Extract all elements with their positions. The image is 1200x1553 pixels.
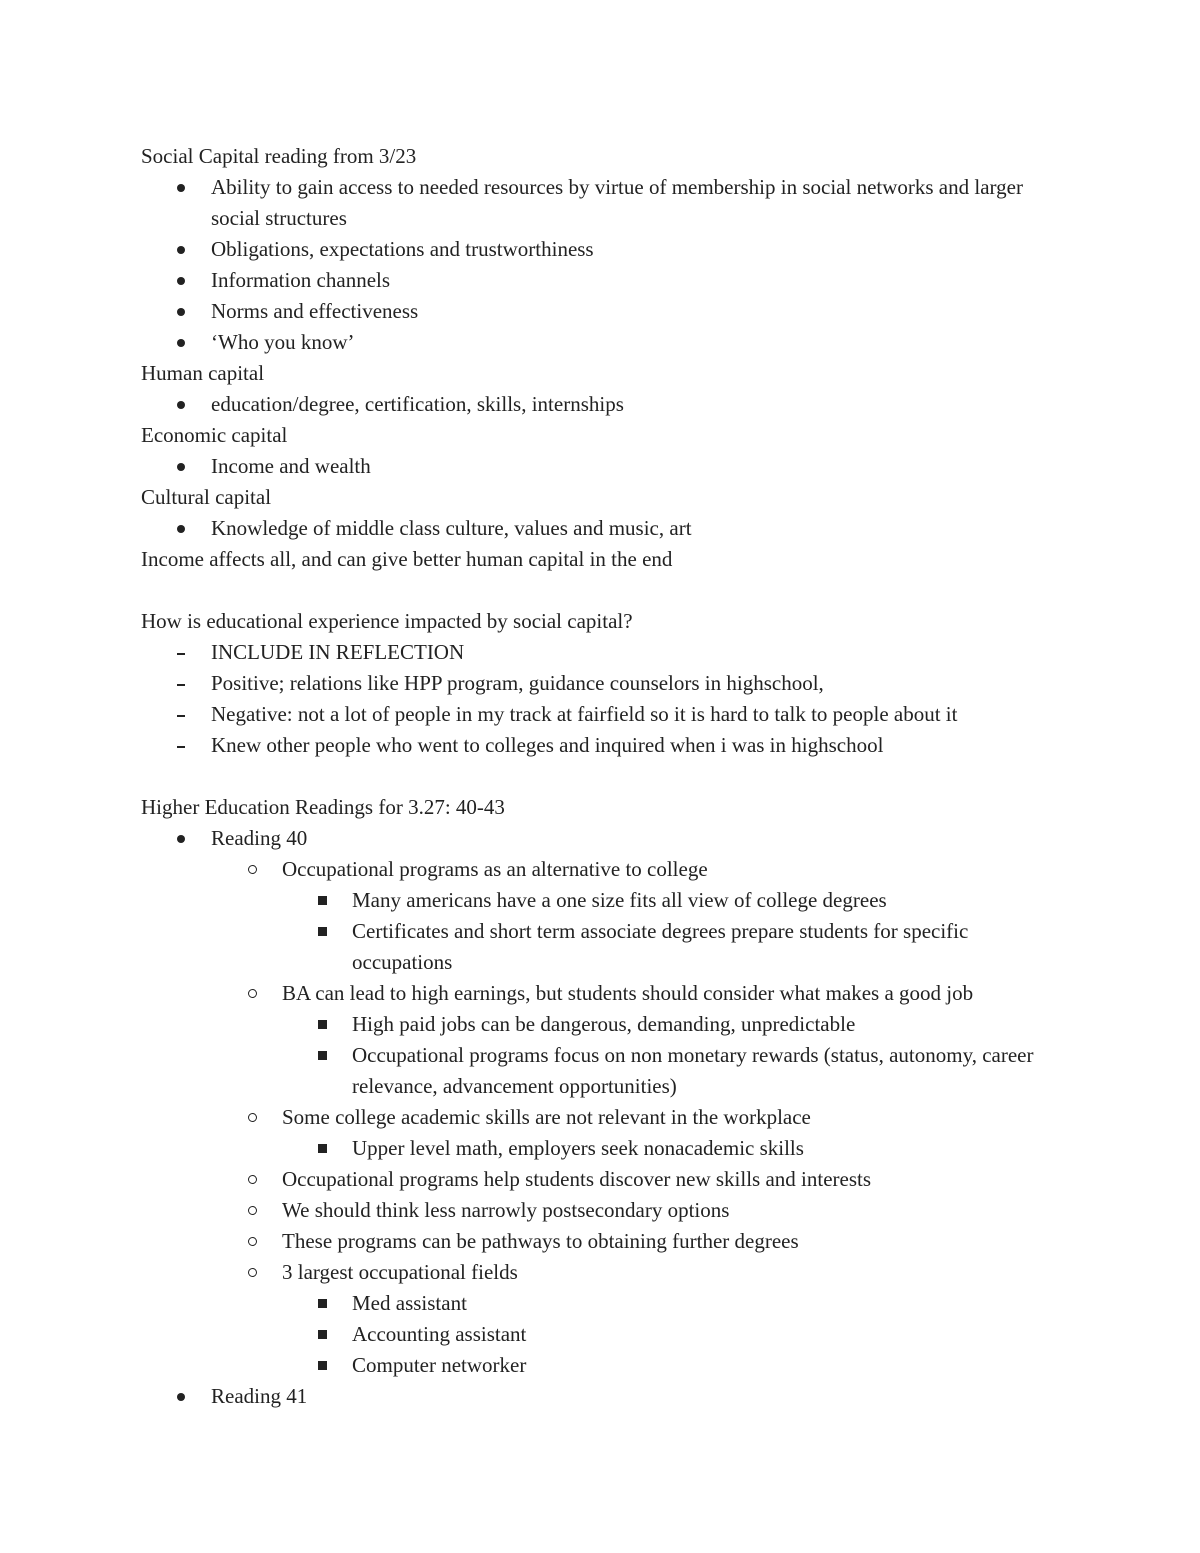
list-item-text: Reading 41 [211,1384,308,1408]
list-item [141,823,1071,854]
document-page [141,141,1071,1412]
list-item [141,916,1052,978]
list-item [141,885,1071,916]
bullet-disc-icon [177,451,197,482]
list-item-text: Obligations, expectations and trustworthiness [211,237,594,261]
bullet-circle-icon [248,854,268,885]
bullet-disc-icon [177,513,197,544]
list-item-text: Income and wealth [211,454,371,478]
bullet-dash-icon [177,699,197,730]
list-item-text: BA can lead to high earnings, but students should consider what makes a good job [282,981,974,1005]
bullet-square-icon [318,1009,338,1040]
list-item-text: Med assistant [352,1291,467,1315]
list-item-text: High paid jobs can be dangerous, demanding, unpredictable [352,1012,856,1036]
list-item-text: Occupational programs help students discover new skills and interests [282,1167,872,1191]
bullet-disc-icon [177,823,197,854]
heading-economic-capital: Economic capital [141,423,288,447]
list-item-text: Knowledge of middle class culture, values and music, art [211,516,692,540]
list-item [141,1381,1071,1412]
bullet-square-icon [318,1319,338,1350]
list-item-text: These programs can be pathways to obtaining further degrees [282,1229,799,1253]
list-item-text: Occupational programs as an alternative to college [282,857,708,881]
list-item-text: Ability to gain access to needed resources by virtue of membership in social networks and larger social structures [211,175,1023,230]
list-item [141,730,1071,761]
bullet-disc-icon [177,265,197,296]
bullet-disc-icon [177,327,197,358]
list-item [141,854,1071,885]
list-item-text: Computer networker [352,1353,527,1377]
list-item [141,296,1071,327]
bullet-square-icon [318,885,338,916]
list-item [141,1257,1071,1288]
list-item-text: Knew other people who went to colleges and inquired when i was in highschool [211,733,884,757]
bullet-disc-icon [177,234,197,265]
heading-human-capital: Human capital [141,361,265,385]
bullet-dash-icon [177,668,197,699]
bullet-square-icon [318,1133,338,1164]
bullet-circle-icon [248,1164,268,1195]
list-item [141,1319,1071,1350]
list-item-text: ‘Who you know’ [211,330,355,354]
bullet-disc-icon [177,1381,197,1412]
list-item-text: Norms and effectiveness [211,299,419,323]
blank-line [141,575,1071,606]
bullet-circle-icon [248,978,268,1009]
list-item [141,1164,1071,1195]
list-item [141,513,1071,544]
bullet-square-icon [318,1350,338,1381]
list-item [141,265,1071,296]
blank-line [141,761,1071,792]
list-item [141,637,1071,668]
bullet-disc-icon [177,296,197,327]
list-item [141,1040,1072,1102]
bullet-disc-icon [177,389,197,420]
bullet-circle-icon [248,1257,268,1288]
list-item-text: 3 largest occupational fields [282,1260,518,1284]
list-item [141,699,1071,730]
summary-text: Income affects all, and can give better human capital in the end [141,547,673,571]
bullet-dash-icon [177,637,197,668]
list-item-text: INCLUDE IN REFLECTION [211,640,465,664]
list-item-text: Certificates and short term associate degrees prepare students for specific occupations [352,919,969,974]
list-item-text: Negative: not a lot of people in my track at fairfield so it is hard to talk to people about it [211,702,958,726]
list-item [141,1195,1071,1226]
list-item [141,172,1071,234]
list-item-text: Reading 40 [211,826,308,850]
list-item-text: Upper level math, employers seek nonacademic skills [352,1136,804,1160]
list-item [141,1350,1071,1381]
list-item [141,978,1071,1009]
heading-cultural-capital: Cultural capital [141,485,272,509]
heading-educational-experience: How is educational experience impacted by social capital? [141,609,633,633]
bullet-square-icon [318,916,338,947]
list-item-text: Information channels [211,268,391,292]
list-item [141,234,1071,265]
list-item-text: education/degree, certification, skills, internships [211,392,624,416]
list-item [141,1102,1071,1133]
list-item-text: We should think less narrowly postsecondary options [282,1198,730,1222]
list-item-text: Positive; relations like HPP program, guidance counselors in highschool, [211,671,824,695]
heading-higher-education: Higher Education Readings for 3.27: 40-43 [141,795,505,819]
list-item [141,668,1071,699]
list-item [141,1133,1071,1164]
heading-social-capital: Social Capital reading from 3/23 [141,144,417,168]
list-item [141,1226,1071,1257]
list-item-text: Many americans have a one size fits all view of college degrees [352,888,887,912]
bullet-square-icon [318,1288,338,1319]
list-item-text: Some college academic skills are not relevant in the workplace [282,1105,811,1129]
bullet-circle-icon [248,1195,268,1226]
list-item [141,327,1071,358]
list-item-text: Occupational programs focus on non monetary rewards (status, autonomy, career relevance, advancement opportunities) [352,1043,1034,1098]
bullet-dash-icon [177,730,197,761]
list-item [141,389,1071,420]
list-item [141,1288,1071,1319]
bullet-circle-icon [248,1102,268,1133]
bullet-square-icon [318,1040,338,1071]
list-item-text: Accounting assistant [352,1322,527,1346]
bullet-disc-icon [177,172,197,203]
list-item [141,451,1071,482]
list-item [141,1009,1071,1040]
bullet-circle-icon [248,1226,268,1257]
